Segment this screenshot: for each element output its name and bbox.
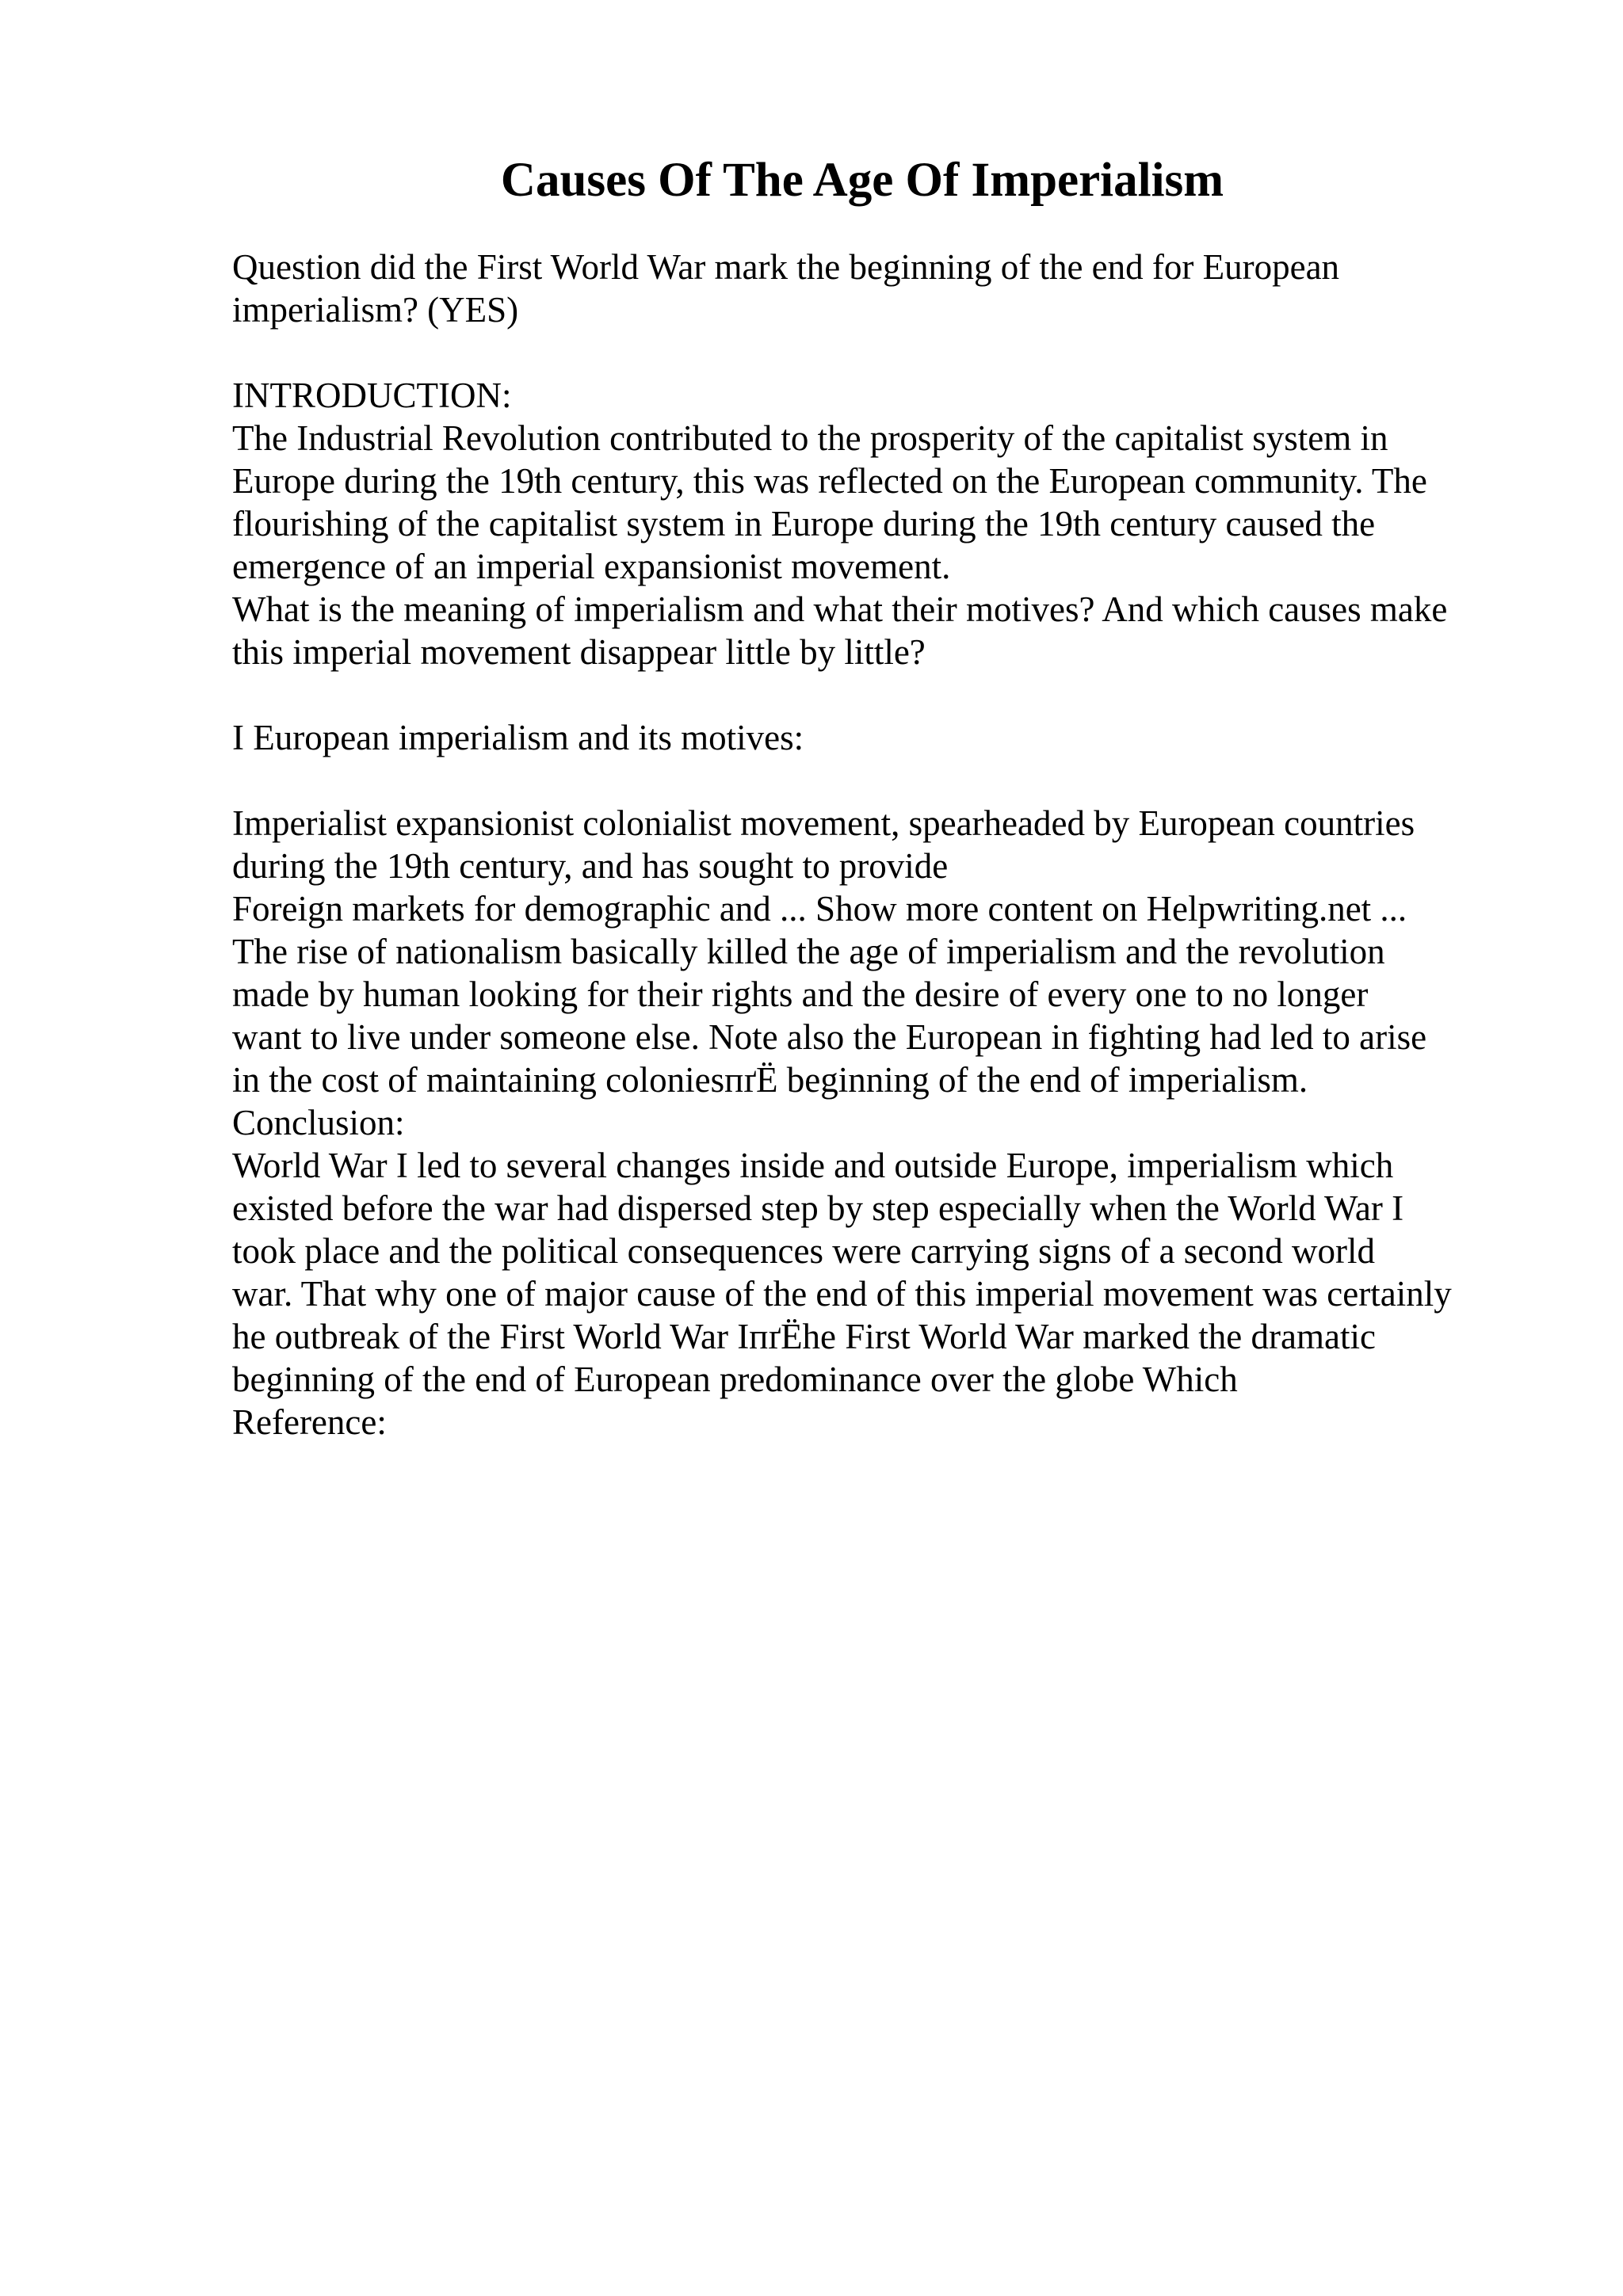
body-line: made by human looking for their rights and the desire of every one to no longer	[232, 974, 1369, 1014]
body-line: emergence of an imperial expansionist movement.	[232, 547, 951, 586]
body-line: The rise of nationalism basically killed the age of imperialism and the revolution	[232, 932, 1385, 971]
body-line: Question did the First World War mark the beginning of the end for European	[232, 247, 1340, 287]
body-line: Foreign markets for demographic and ... Show more content on Helpwriting.net ...	[232, 889, 1407, 929]
body-line: during the 19th century, and has sought to provide	[232, 846, 949, 886]
document-body	[232, 246, 1595, 1444]
body-line: What is the meaning of imperialism and what their motives? And which causes make	[232, 589, 1448, 629]
body-line: Imperialist expansionist colonialist movement, spearheaded by European countries	[232, 803, 1415, 843]
section-heading-reference: Reference:	[232, 1402, 387, 1442]
body-line: took place and the political consequences were carrying signs of a second world	[232, 1231, 1375, 1271]
body-line: in the cost of maintaining coloniesпґЁ beginning of the end of imperialism.	[232, 1060, 1308, 1100]
blank-line	[232, 673, 1595, 716]
body-line: want to live under someone else. Note also the European in fighting had led to arise	[232, 1017, 1427, 1057]
section-heading-motives: I European imperialism and its motives:	[232, 718, 804, 757]
body-line: war. That why one of major cause of the end of this imperial movement was certainly	[232, 1274, 1452, 1314]
body-line: this imperial movement disappear little by little?	[232, 632, 926, 672]
body-line: Europe during the 19th century, this was reflected on the European community. The	[232, 461, 1427, 501]
body-line: imperialism? (YES)	[232, 290, 519, 330]
body-line: he outbreak of the First World War IпґЁhe First World War marked the dramatic	[232, 1317, 1376, 1356]
body-line: existed before the war had dispersed step by step especially when the World War I	[232, 1188, 1404, 1228]
section-heading-conclusion: Conclusion:	[232, 1103, 405, 1142]
body-line: The Industrial Revolution contributed to the prosperity of the capitalist system in	[232, 418, 1388, 458]
document-title: Causes Of The Age Of Imperialism	[500, 154, 1224, 207]
body-line: flourishing of the capitalist system in Europe during the 19th century caused the	[232, 504, 1376, 543]
blank-line	[232, 759, 1595, 802]
body-line: World War I led to several changes inside and outside Europe, imperialism which	[232, 1146, 1394, 1185]
body-line: beginning of the end of European predominance over the globe Which	[232, 1360, 1238, 1399]
section-heading-introduction: INTRODUCTION:	[232, 376, 512, 415]
blank-line	[232, 331, 1595, 374]
